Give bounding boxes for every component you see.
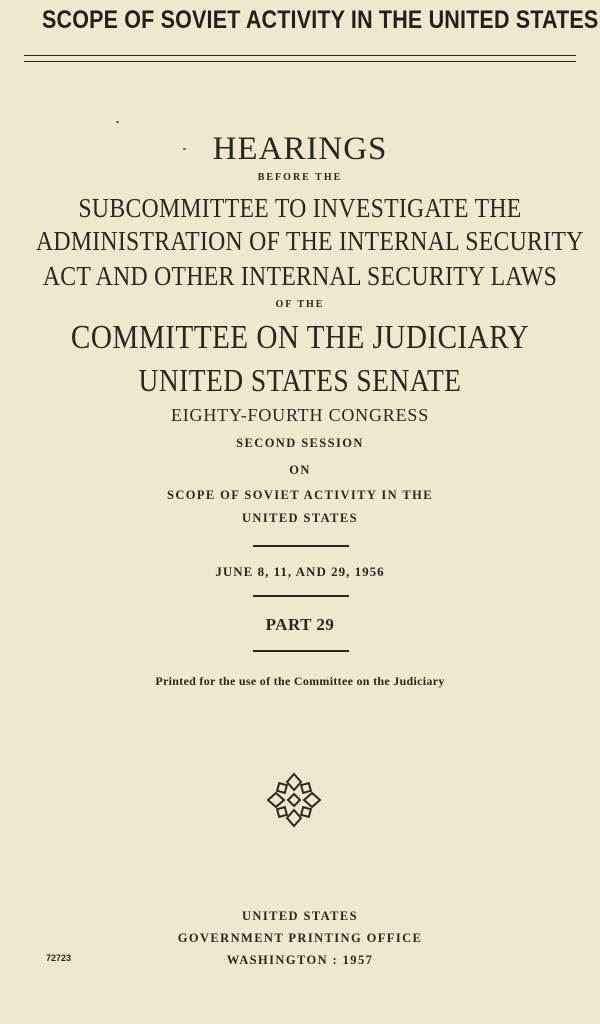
header-double-rule	[24, 55, 576, 62]
paper-speck	[116, 121, 119, 123]
on-label: ON	[289, 463, 311, 477]
committee-name: COMMITTEE ON THE JUDICIARY	[70, 319, 530, 356]
running-title: SCOPE OF SOVIET ACTIVITY IN THE UNITED STATES	[42, 6, 599, 34]
hearing-dates: JUNE 8, 11, AND 29, 1956	[215, 564, 385, 579]
printer-ornament-icon	[264, 770, 324, 830]
hearings-heading: HEARINGS	[212, 131, 388, 167]
imprint-line-1: UNITED STATES	[241, 909, 359, 923]
subcommittee-line-1: SUBCOMMITTEE TO INVESTIGATE THE	[78, 193, 522, 223]
session-label: SECOND SESSION	[236, 436, 364, 450]
of-the-label: OF THE	[275, 299, 325, 310]
senate-name: UNITED STATES SENATE	[138, 362, 462, 398]
subcommittee-line-2: ADMINISTRATION OF THE INTERNAL SECURITY	[36, 226, 584, 256]
printed-for-note: Printed for the use of the Committee on the Judiciary	[155, 674, 445, 688]
before-the-label: BEFORE THE	[257, 172, 343, 183]
topic-line-2: UNITED STATES	[241, 511, 359, 525]
divider-rule	[253, 595, 349, 597]
imprint-line-2: GOVERNMENT PRINTING OFFICE	[177, 931, 423, 945]
congress-label: EIGHTY-FOURTH CONGRESS	[170, 405, 430, 425]
topic-line-1: SCOPE OF SOVIET ACTIVITY IN THE	[166, 488, 434, 502]
divider-rule	[253, 650, 349, 652]
imprint-line-3: WASHINGTON : 1957	[226, 953, 374, 967]
part-number: PART 29	[265, 615, 335, 634]
divider-rule	[253, 545, 349, 547]
print-code: 72723	[46, 953, 72, 963]
subcommittee-line-3: ACT AND OTHER INTERNAL SECURITY LAWS	[42, 261, 558, 291]
